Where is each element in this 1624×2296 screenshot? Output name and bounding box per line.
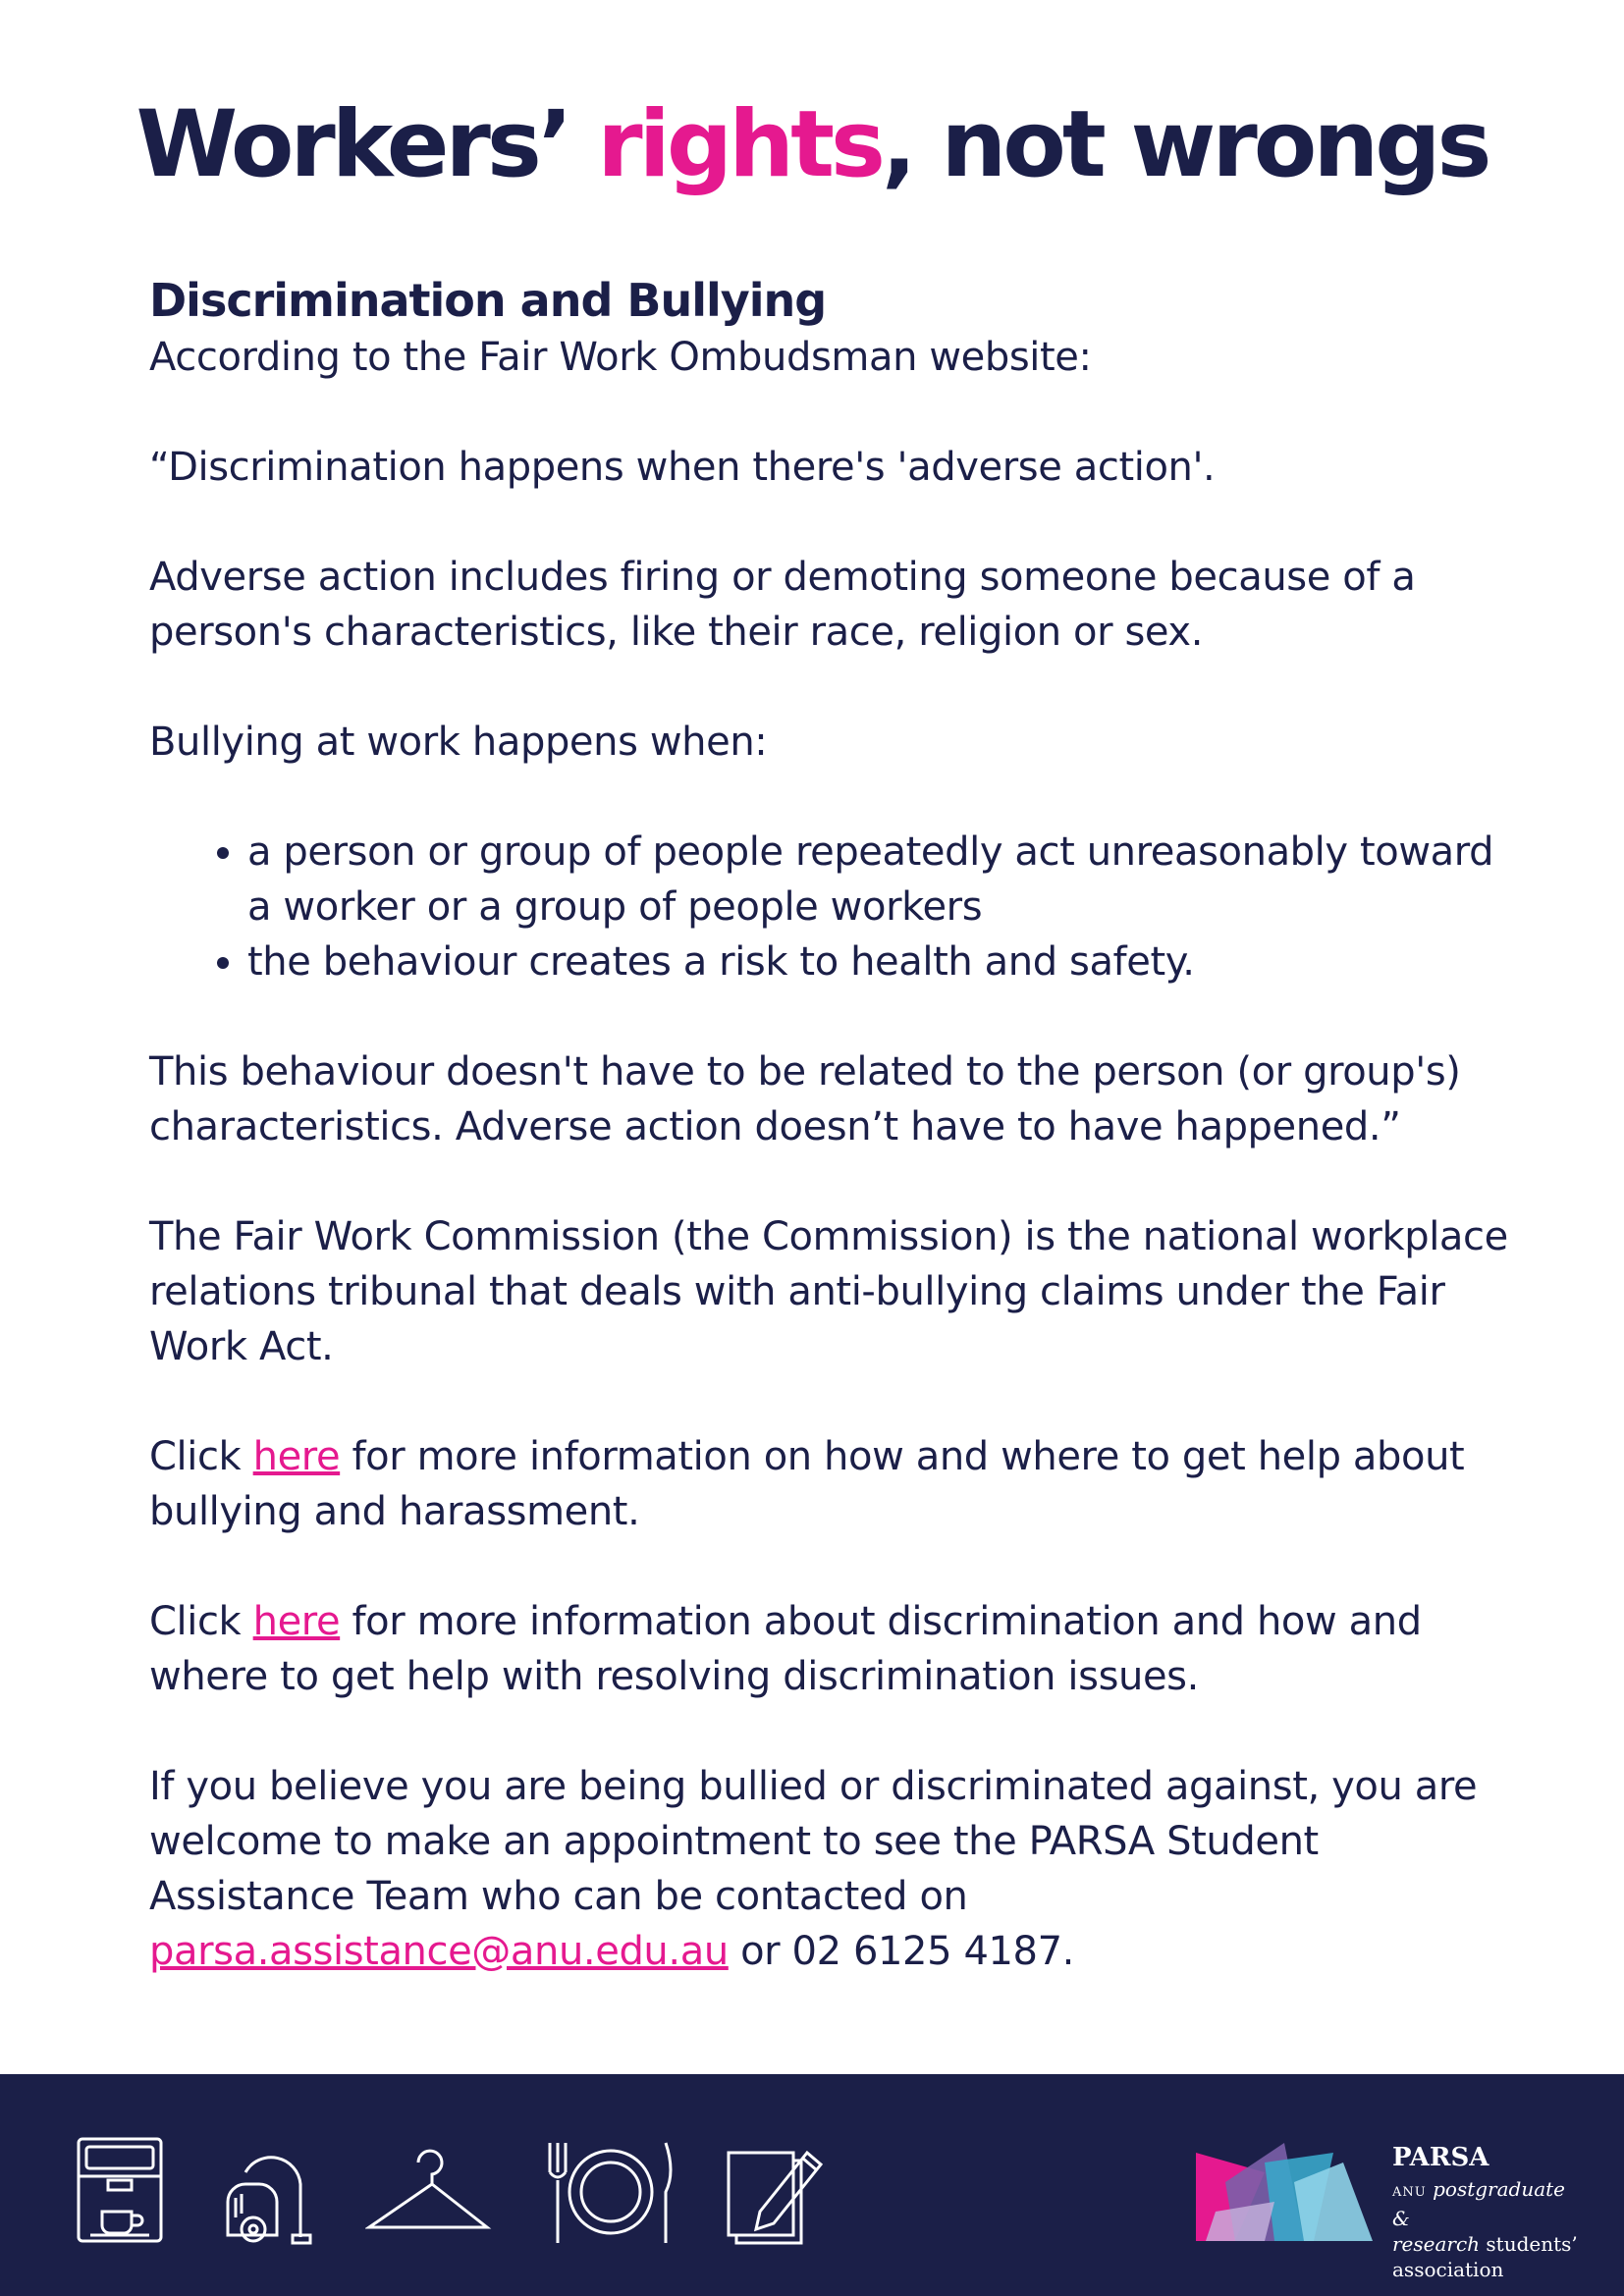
bullying-list [149,825,1524,989]
behaviour-note: This behaviour doesn't have to be related to the person (or group's) characteristics. Adverse action doesn’t have to have happened.” [149,1049,1461,1149]
brand-line2a: research [1392,2232,1481,2256]
discrimination-help-link[interactable]: here [252,1599,341,1644]
brand-anu: ANU [1392,2185,1427,2200]
main-content [149,271,1524,1979]
contact-paragraph [149,1759,1524,1979]
discrimination-help-paragraph [149,1594,1524,1704]
bullying-help-link[interactable]: here [252,1434,341,1479]
brand-name: PARSA [1392,2143,1489,2172]
brand-line3: association [1392,2258,1504,2281]
click-prefix: Click [149,1434,253,1479]
list-item: • a person or group of people repeatedly act unreasonably toward a worker or a group of people workers [247,825,1524,934]
coffee-machine-icon [71,2133,169,2251]
adverse-action-text: Adverse action includes firing or demoting someone because of a person's characteristics, like their race, religion or sex. [149,555,1416,655]
plate-cutlery-icon [542,2133,679,2251]
brand-line2b: students’ [1480,2232,1578,2256]
title-accent: rights [597,91,882,198]
page-title [0,91,1624,198]
brand-line1: postgraduate & [1392,2177,1566,2230]
parsa-logo [1196,2133,1589,2281]
notepad-pen-icon [721,2133,829,2251]
brand-tagline [1392,2176,1589,2282]
click-suffix: for more information about discrimination and how and where to get help with resolving discrimination issues. [149,1599,1422,1699]
quote-line: “Discrimination happens when there's 'adverse action'. [149,445,1216,490]
coat-hanger-icon [365,2133,493,2251]
contact-prefix: If you believe you are being bullied or discriminated against, you are welcome to make an appointment to see the PARSA Student Assistance Team who can be contacted on [149,1764,1478,1919]
title-part2: , not wrongs [881,91,1489,198]
email-link[interactable]: parsa.assistance@anu.edu.au [149,1929,729,1974]
intro-text: According to the Fair Work Ombudsman website: [149,335,1092,380]
list-item: • the behaviour creates a risk to health and safety. [247,934,1524,989]
click-suffix: for more information on how and where to get help about bullying and harassment. [149,1434,1465,1534]
click-prefix: Click [149,1599,253,1644]
bullying-intro: Bullying at work happens when: [149,720,768,765]
vacuum-cleaner-icon [216,2133,314,2251]
title-part1: Workers’ [135,91,598,198]
parsa-logo-graphic [1196,2143,1382,2241]
footer-banner [0,2074,1624,2296]
section-heading: Discrimination and Bullying [149,274,827,327]
bullying-help-paragraph [149,1429,1524,1539]
contact-suffix: or 02 6125 4187. [728,1929,1074,1974]
commission-text: The Fair Work Commission (the Commission) is the national workplace relations tribunal that deals with anti-bullying claims under the Fair Work Act. [149,1214,1508,1369]
